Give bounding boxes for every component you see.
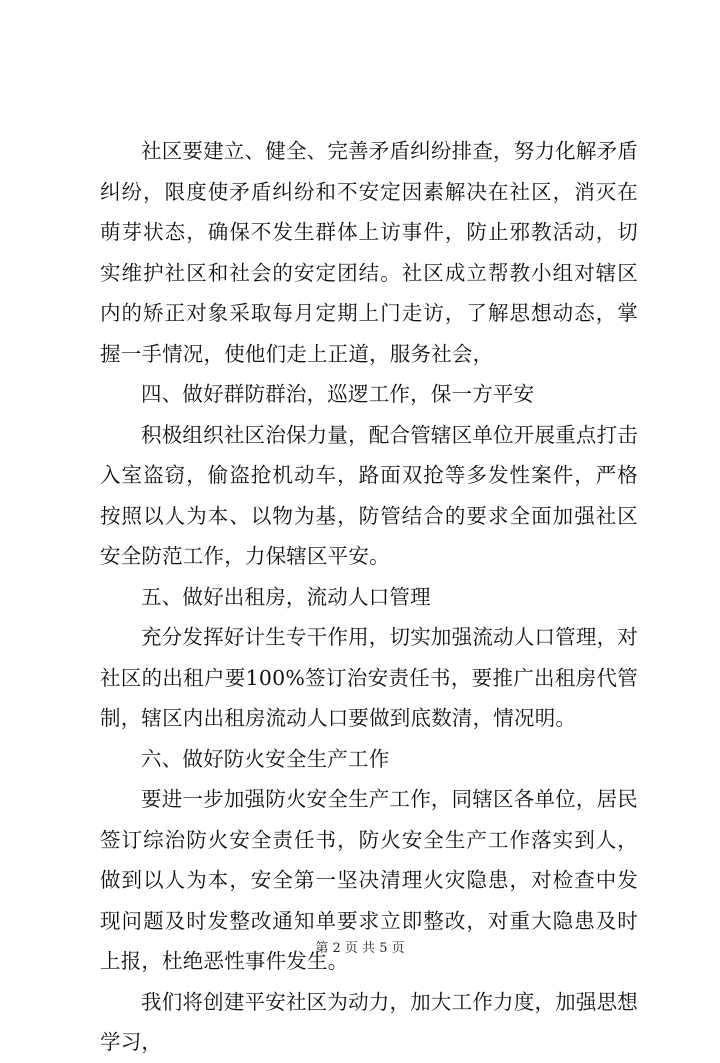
section-heading-patrol: 四、做好群防群治，巡逻工作，保一方平安 <box>141 382 535 406</box>
page-number-footer: 第 2 页 共 5 页 <box>315 941 405 956</box>
section-heading-fire-safety: 六、做好防火安全生产工作 <box>141 746 390 771</box>
document-body <box>100 131 638 1063</box>
paragraph-security-force: 积极组织社区治保力量，配合管辖区单位开展重点打击入室盗窃，偷盗抢机动车，路面双抢等多发性案件，严格按照以人为本、以物为基，防管结合的要求全面加强社区安全防范工作，力保辖区平安。 <box>100 422 638 568</box>
section-heading-rental-management: 五、做好出租房，流动人口管理 <box>141 584 431 609</box>
paragraph-fire-safety: 要进一步加强防火安全生产工作，同辖区各单位，居民签订综治防火安全责任书，防火安全生产工作落实到人，做到以人为本，安全第一坚决清理火灾隐患，对检查中发现问题及时发整改通知单要求立即整改，对重大隐患及时上报，杜绝恶性事件发生。 <box>100 787 638 973</box>
paragraph-closing: 我们将创建平安社区为动力，加大工作力度，加强思想学习， <box>100 989 638 1054</box>
paragraph-dispute-resolution: 社区要建立、健全、完善矛盾纠纷排查，努力化解矛盾纠纷，限度使矛盾纠纷和不安定因素解决在社区，消灭在萌芽状态，确保不发生群体上访事件，防止邪教活动，切实维护社区和社会的安定团结。社区成立帮教小组对辖区内的矫正对象采取每月定期上门走访，了解思想动态，掌握一手情况，使他们走上正道，服务社会， <box>100 139 638 366</box>
paragraph-floating-population: 充分发挥好计生专干作用，切实加强流动人口管理，对社区的出租户要100%签订治安责任书，要推广出租房代管制，辖区内出租房流动人口要做到底数清，情况明。 <box>100 625 638 730</box>
